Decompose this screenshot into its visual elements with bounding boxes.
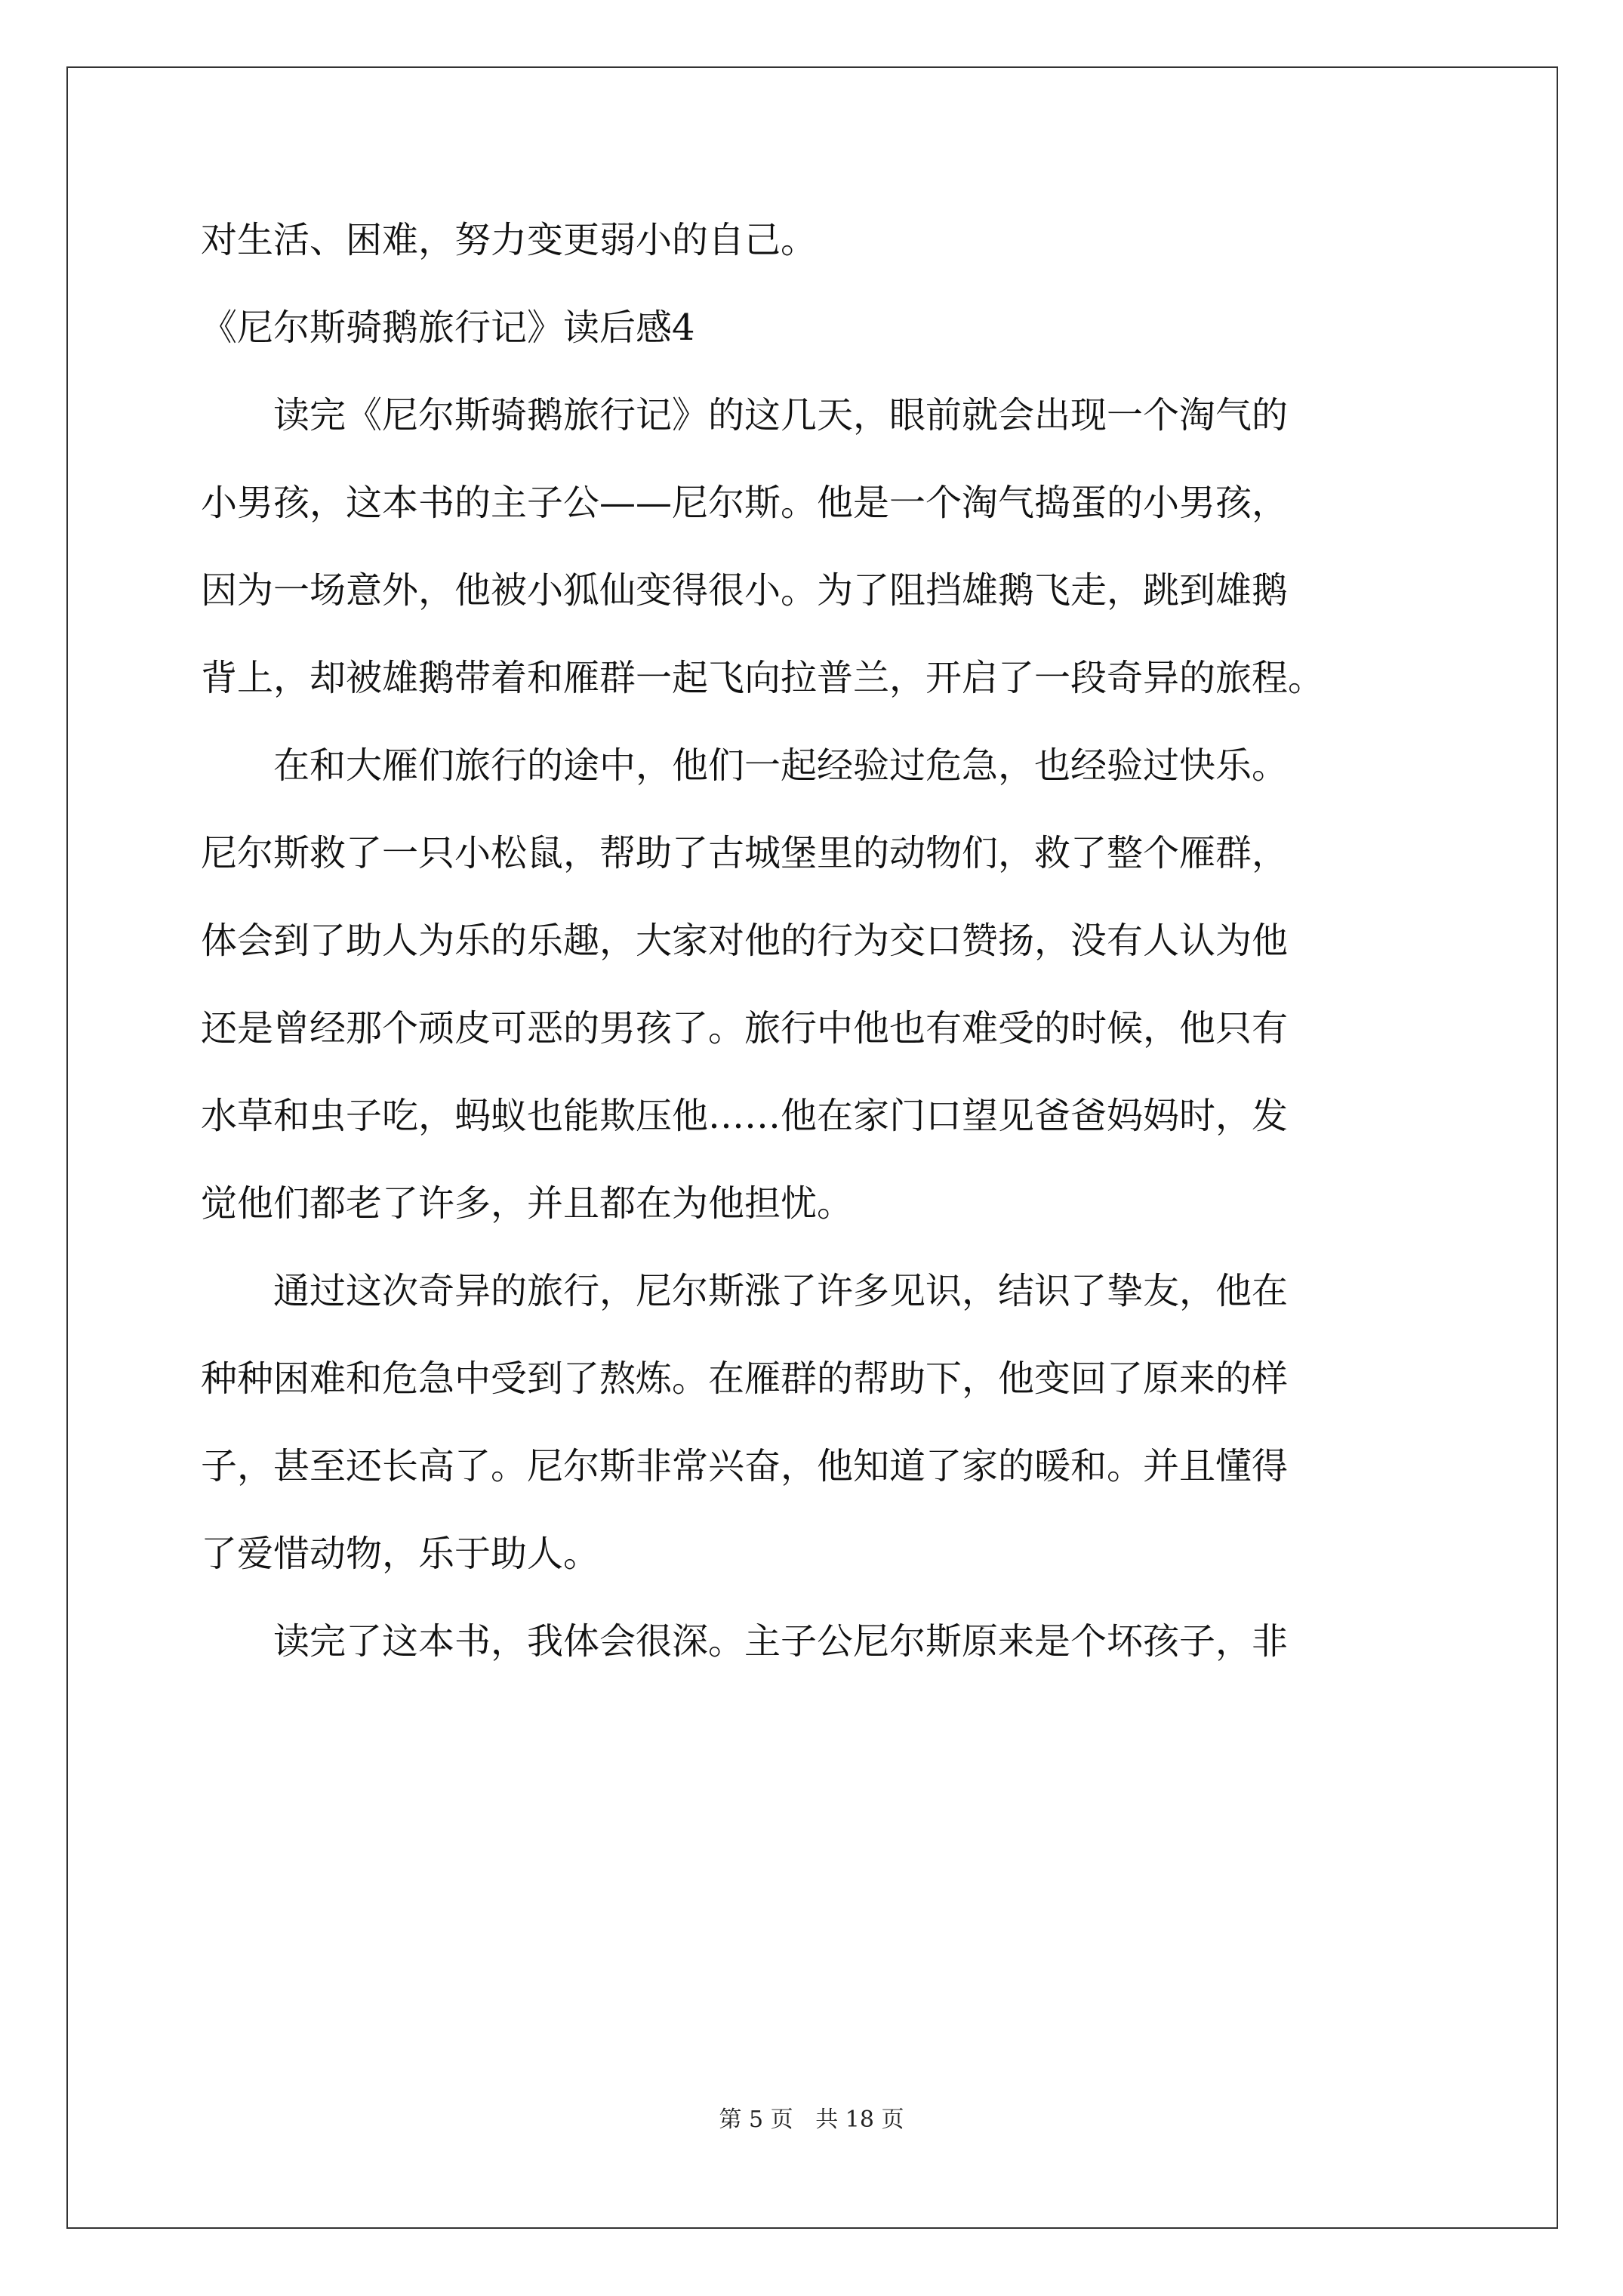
text-line: 小男孩，这本书的主子公——尼尔斯。他是一个淘气捣蛋的小男孩， <box>201 482 1289 524</box>
text-line: 还是曾经那个顽皮可恶的男孩了。旅行中他也有难受的时候，他只有 <box>201 1007 1289 1049</box>
text-line: 水草和虫子吃，蚂蚁也能欺压他……他在家门口望见爸爸妈妈时，发 <box>201 1095 1289 1137</box>
text-line: 种种困难和危急中受到了熬炼。在雁群的帮助下，他变回了原来的样 <box>201 1358 1289 1400</box>
text-line: 觉他们都老了许多，并且都在为他担忧。 <box>201 1182 854 1225</box>
text-line: 子，甚至还长高了。尼尔斯非常兴奋，他知道了家的暖和。并且懂得 <box>201 1445 1289 1487</box>
text-line: 通过这次奇异的旅行，尼尔斯涨了许多见识，结识了挚友，他在 <box>201 1270 1289 1312</box>
text-line: 对生活、困难，努力变更弱小的自己。 <box>201 219 818 261</box>
text-line: 《尼尔斯骑鹅旅行记》读后感4 <box>201 307 695 349</box>
page-footer <box>0 2105 1623 2135</box>
page-number: 第 5 页 <box>719 2106 793 2133</box>
text-line: 在和大雁们旅行的途中，他们一起经验过危急，也经验过快乐。 <box>201 744 1289 787</box>
text-line: 读完了这本书，我体会很深。主子公尼尔斯原来是个坏孩子，非 <box>201 1620 1289 1663</box>
text-line: 读完《尼尔斯骑鹅旅行记》的这几天，眼前就会出现一个淘气的 <box>201 394 1289 436</box>
text-line: 尼尔斯救了一只小松鼠，帮助了古城堡里的动物们，救了整个雁群， <box>201 832 1289 874</box>
text-line: 了爱惜动物，乐于助人。 <box>201 1533 600 1575</box>
document-body <box>201 202 1439 1679</box>
text-line: 体会到了助人为乐的乐趣，大家对他的行为交口赞扬，没有人认为他 <box>201 920 1289 962</box>
text-line: 因为一场意外，他被小狐仙变得很小。为了阻挡雄鹅飞走，跳到雄鹅 <box>201 569 1289 612</box>
page-total: 共 18 页 <box>815 2106 904 2133</box>
text-line: 背上，却被雄鹅带着和雁群一起飞向拉普兰，开启了一段奇异的旅程。 <box>201 657 1325 699</box>
